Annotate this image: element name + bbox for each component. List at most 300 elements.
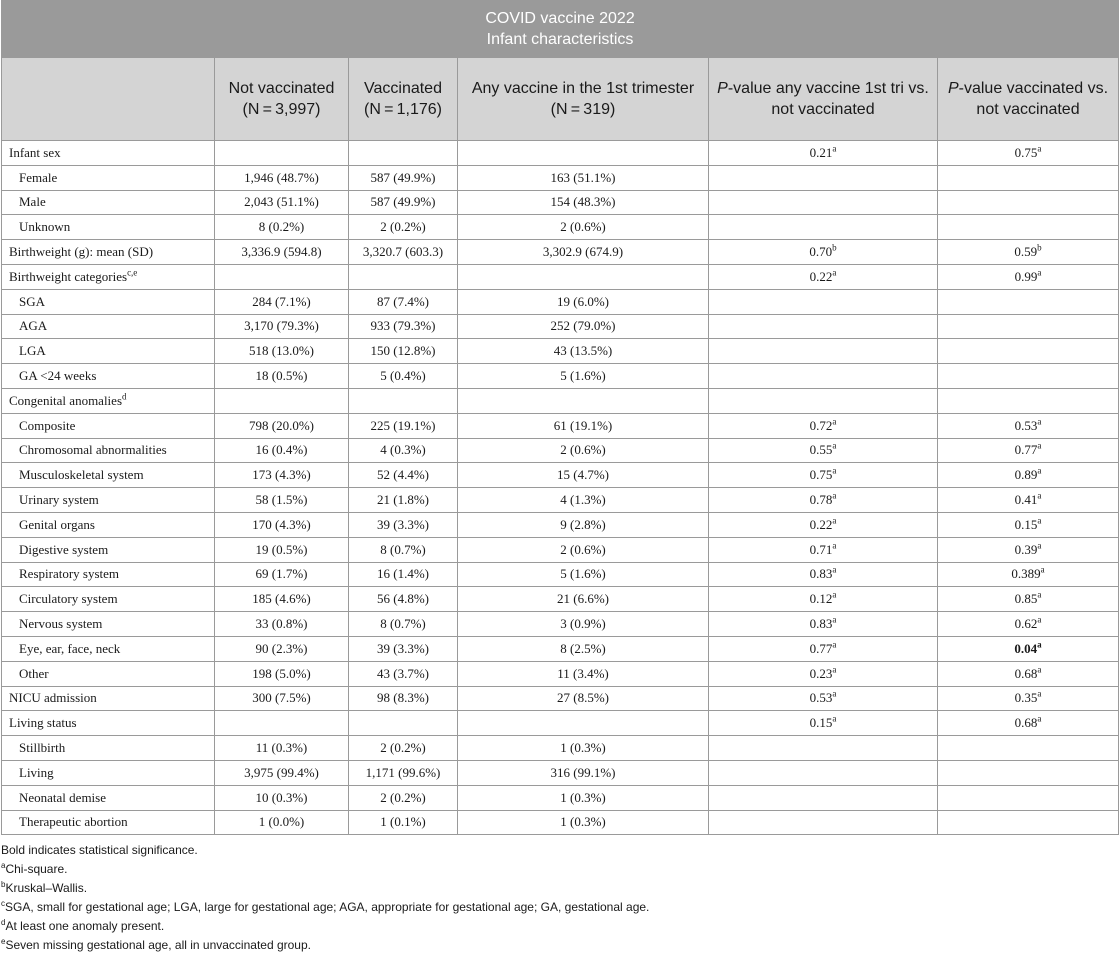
- cell-vaccinated: [349, 686, 458, 711]
- footnote-marker: a: [1037, 441, 1042, 452]
- cell-first-trimester-value: 1 (0.3%): [560, 740, 606, 756]
- cell-not-vaccinated: [215, 711, 349, 736]
- row-label-text: Unknown: [19, 219, 71, 235]
- cell-first-trimester: [458, 562, 709, 587]
- footnote-text: SGA, small for gestational age; LGA, large for gestational age; AGA, appropriate for gestational age; GA, gestational age.: [5, 900, 650, 915]
- cell-first-trimester: [458, 339, 709, 364]
- cell-not-vaccinated-value: 173 (4.3%): [252, 467, 311, 483]
- cell-p-vaccinated: [938, 339, 1119, 364]
- cell-first-trimester-value: 15 (4.7%): [557, 467, 609, 483]
- row-label: [2, 512, 215, 537]
- row-label: [2, 165, 215, 190]
- cell-p-vaccinated: [938, 165, 1119, 190]
- table-row: [2, 463, 1119, 488]
- table-row: [2, 314, 1119, 339]
- cell-p-first-trimester: [709, 141, 938, 166]
- cell-not-vaccinated: [215, 760, 349, 785]
- cell-not-vaccinated: [215, 215, 349, 240]
- cell-vaccinated-value: 39 (3.3%): [377, 516, 429, 532]
- cell-first-trimester: [458, 413, 709, 438]
- cell-vaccinated-value: 56 (4.8%): [377, 591, 429, 607]
- row-label: [2, 413, 215, 438]
- cell-not-vaccinated: [215, 339, 349, 364]
- footnote-marker: a: [832, 589, 837, 600]
- footnote: [1, 879, 1119, 898]
- cell-vaccinated-value: 1,171 (99.6%): [365, 764, 441, 780]
- cell-p-first-trimester: [709, 537, 938, 562]
- cell-first-trimester-value: 61 (19.1%): [553, 417, 613, 433]
- footnote-marker: a: [832, 664, 837, 675]
- row-label: [2, 537, 215, 562]
- cell-vaccinated: [349, 264, 458, 289]
- row-label-text: Circulatory system: [19, 591, 118, 607]
- cell-not-vaccinated: [215, 141, 349, 166]
- cell-vaccinated: [349, 413, 458, 438]
- footnote-marker: a: [1037, 416, 1042, 427]
- cell-p-vaccinated-value: 0.389: [1011, 566, 1041, 582]
- cell-not-vaccinated-value: 170 (4.3%): [252, 516, 311, 532]
- cell-vaccinated: [349, 190, 458, 215]
- row-label-text: Composite: [19, 417, 76, 433]
- table-row: [2, 165, 1119, 190]
- cell-not-vaccinated-value: 69 (1.7%): [255, 566, 308, 582]
- footnote-marker: a: [1037, 143, 1042, 154]
- cell-first-trimester-value: 21 (6.6%): [557, 591, 609, 607]
- cell-p-first-trimester: [709, 314, 938, 339]
- cell-not-vaccinated: [215, 165, 349, 190]
- cell-p-first-trimester: [709, 488, 938, 513]
- cell-p-first-trimester: [709, 264, 938, 289]
- footnote-marker: a: [1037, 589, 1042, 600]
- row-label-text: GA <24 weeks: [19, 368, 97, 384]
- cell-vaccinated-value: 43 (3.7%): [377, 665, 429, 681]
- cell-vaccinated-value: 225 (19.1%): [370, 417, 436, 433]
- table-title: [2, 1, 1119, 58]
- cell-first-trimester-value: 316 (99.1%): [550, 764, 616, 780]
- cell-not-vaccinated-value: 3,170 (79.3%): [244, 318, 319, 334]
- cell-p-first-trimester-value: 0.70: [809, 244, 833, 260]
- cell-not-vaccinated: [215, 612, 349, 637]
- cell-p-first-trimester: [709, 215, 938, 240]
- row-label-text: Genital organs: [19, 516, 95, 532]
- row-label-text: Stillbirth: [19, 740, 66, 756]
- row-label-text: NICU admission: [9, 690, 97, 706]
- cell-first-trimester-value: 2 (0.6%): [560, 219, 606, 235]
- cell-first-trimester-value: 9 (2.8%): [560, 516, 606, 532]
- cell-vaccinated: [349, 141, 458, 166]
- cell-p-first-trimester: [709, 711, 938, 736]
- cell-not-vaccinated: [215, 364, 349, 389]
- cell-p-first-trimester: [709, 240, 938, 265]
- footnote-marker: a: [1037, 540, 1042, 551]
- footnote-marker: b: [832, 242, 837, 253]
- cell-first-trimester: [458, 215, 709, 240]
- footnote-text: Kruskal–Wallis.: [5, 881, 88, 896]
- cell-not-vaccinated-value: 300 (7.5%): [252, 690, 311, 706]
- cell-first-trimester: [458, 289, 709, 314]
- cell-first-trimester-value: 43 (13.5%): [553, 343, 613, 359]
- row-label-text: Musculoskeletal system: [19, 467, 144, 483]
- table-row: [2, 364, 1119, 389]
- row-label: [2, 388, 215, 413]
- row-label: [2, 736, 215, 761]
- cell-not-vaccinated: [215, 512, 349, 537]
- row-label-text: Chromosomal abnormalities: [19, 442, 167, 458]
- cell-not-vaccinated-value: 185 (4.6%): [252, 591, 311, 607]
- header-blank: [2, 58, 215, 141]
- cell-vaccinated-value: 933 (79.3%): [370, 318, 436, 334]
- cell-not-vaccinated-value: 2,043 (51.1%): [244, 194, 319, 210]
- cell-p-first-trimester-value: 0.83: [809, 566, 833, 582]
- cell-first-trimester-value: 8 (2.5%): [560, 640, 606, 656]
- row-label-text: Female: [19, 169, 58, 185]
- footnote-marker: a: [832, 416, 837, 427]
- row-label-text: Living: [19, 764, 54, 780]
- row-label: [2, 289, 215, 314]
- cell-not-vaccinated: [215, 438, 349, 463]
- cell-vaccinated: [349, 215, 458, 240]
- cell-first-trimester: [458, 785, 709, 810]
- header-first-trimester: [458, 58, 709, 141]
- footnote-mark: b: [1, 880, 6, 890]
- footnote-marker: a: [832, 515, 837, 526]
- header-p-first-trimester: [709, 58, 938, 141]
- cell-first-trimester: [458, 463, 709, 488]
- cell-not-vaccinated: [215, 587, 349, 612]
- footnote-text: At least one anomaly present.: [5, 919, 165, 934]
- cell-p-first-trimester: [709, 562, 938, 587]
- cell-not-vaccinated: [215, 636, 349, 661]
- cell-not-vaccinated: [215, 488, 349, 513]
- cell-p-vaccinated: [938, 289, 1119, 314]
- cell-not-vaccinated: [215, 810, 349, 835]
- cell-not-vaccinated: [215, 463, 349, 488]
- header-vaccinated: [349, 58, 458, 141]
- cell-p-vaccinated: [938, 661, 1119, 686]
- cell-p-first-trimester: [709, 785, 938, 810]
- row-label-text: SGA: [19, 293, 46, 309]
- cell-p-vaccinated: [938, 141, 1119, 166]
- cell-not-vaccinated: [215, 686, 349, 711]
- cell-p-vaccinated-value: 0.68: [1014, 665, 1038, 681]
- cell-p-vaccinated-value: 0.75: [1014, 144, 1038, 160]
- cell-vaccinated: [349, 661, 458, 686]
- cell-first-trimester: [458, 736, 709, 761]
- cell-p-vaccinated: [938, 488, 1119, 513]
- cell-vaccinated-value: 87 (7.4%): [377, 293, 429, 309]
- cell-p-vaccinated-value: 0.99: [1014, 268, 1038, 284]
- row-label: [2, 240, 215, 265]
- footnote-mark: d: [1, 918, 6, 928]
- cell-first-trimester-value: 2 (0.6%): [560, 541, 606, 557]
- cell-p-first-trimester-value: 0.53: [809, 690, 833, 706]
- footnote-marker: a: [1037, 490, 1042, 501]
- cell-p-first-trimester: [709, 612, 938, 637]
- footnote-marker: a: [1037, 267, 1042, 278]
- cell-not-vaccinated: [215, 264, 349, 289]
- table-row: [2, 661, 1119, 686]
- cell-vaccinated-value: 16 (1.4%): [377, 566, 429, 582]
- cell-p-vaccinated-value: 0.62: [1014, 616, 1038, 632]
- footnote-marker: a: [1037, 664, 1042, 675]
- cell-vaccinated: [349, 736, 458, 761]
- cell-p-vaccinated: [938, 512, 1119, 537]
- cell-p-vaccinated: [938, 463, 1119, 488]
- cell-not-vaccinated: [215, 413, 349, 438]
- cell-not-vaccinated-value: 284 (7.1%): [252, 293, 311, 309]
- cell-first-trimester: [458, 240, 709, 265]
- footnote-marker: a: [832, 143, 837, 154]
- cell-p-first-trimester-value: 0.71: [809, 541, 833, 557]
- cell-not-vaccinated: [215, 785, 349, 810]
- cell-not-vaccinated-value: 3,975 (99.4%): [244, 764, 319, 780]
- cell-p-first-trimester: [709, 190, 938, 215]
- cell-vaccinated-value: 2 (0.2%): [380, 219, 426, 235]
- cell-p-vaccinated-value: 0.85: [1014, 591, 1038, 607]
- cell-first-trimester: [458, 264, 709, 289]
- row-label-text: AGA: [19, 318, 48, 334]
- row-label: [2, 488, 215, 513]
- cell-not-vaccinated-value: 19 (0.5%): [255, 541, 308, 557]
- cell-p-first-trimester-value: 0.77: [809, 640, 833, 656]
- cell-p-vaccinated: [938, 636, 1119, 661]
- cell-first-trimester: [458, 488, 709, 513]
- cell-not-vaccinated: [215, 388, 349, 413]
- table-row: [2, 760, 1119, 785]
- row-label-text: Other: [19, 665, 49, 681]
- cell-first-trimester: [458, 165, 709, 190]
- footnote-marker: d: [122, 391, 127, 402]
- cell-first-trimester-value: 3 (0.9%): [560, 616, 606, 632]
- cell-p-first-trimester-value: 0.75: [809, 467, 833, 483]
- cell-first-trimester: [458, 711, 709, 736]
- cell-p-first-trimester: [709, 413, 938, 438]
- cell-p-vaccinated: [938, 562, 1119, 587]
- table-row: [2, 240, 1119, 265]
- cell-vaccinated-value: 3,320.7 (603.3): [362, 244, 444, 260]
- cell-p-vaccinated: [938, 537, 1119, 562]
- row-label: [2, 141, 215, 166]
- cell-p-first-trimester: [709, 289, 938, 314]
- table-row: [2, 413, 1119, 438]
- cell-first-trimester: [458, 636, 709, 661]
- cell-vaccinated-value: 39 (3.3%): [377, 640, 429, 656]
- cell-p-first-trimester: [709, 463, 938, 488]
- cell-vaccinated: [349, 463, 458, 488]
- table-row: [2, 512, 1119, 537]
- cell-vaccinated: [349, 364, 458, 389]
- header-first-trimester-n: (N = 319): [550, 101, 616, 118]
- table-row: [2, 438, 1119, 463]
- cell-not-vaccinated-value: 16 (0.4%): [255, 442, 308, 458]
- footnote-marker: b: [1037, 242, 1042, 253]
- cell-first-trimester-value: 2 (0.6%): [560, 442, 606, 458]
- footnote-text: Seven missing gestational age, all in unvaccinated group.: [5, 938, 311, 953]
- footnote-marker: a: [832, 614, 837, 625]
- cell-p-vaccinated: [938, 413, 1119, 438]
- cell-not-vaccinated-value: 798 (20.0%): [249, 417, 314, 433]
- table-row: [2, 736, 1119, 761]
- footnote-list: [1, 860, 1119, 955]
- table-row: [2, 810, 1119, 835]
- cell-vaccinated: [349, 488, 458, 513]
- cell-vaccinated-value: 21 (1.8%): [377, 492, 429, 508]
- cell-first-trimester: [458, 760, 709, 785]
- cell-first-trimester-value: 11 (3.4%): [557, 665, 609, 681]
- footnote: [1, 936, 1119, 955]
- table-row: [2, 388, 1119, 413]
- table-row: [2, 636, 1119, 661]
- cell-not-vaccinated-value: 1,946 (48.7%): [244, 169, 319, 185]
- cell-vaccinated-value: 587 (49.9%): [370, 194, 436, 210]
- cell-p-vaccinated: [938, 314, 1119, 339]
- cell-not-vaccinated: [215, 314, 349, 339]
- cell-p-first-trimester: [709, 587, 938, 612]
- cell-first-trimester: [458, 612, 709, 637]
- cell-p-vaccinated: [938, 686, 1119, 711]
- header-not-vaccinated-n: (N = 3,997): [242, 101, 321, 118]
- row-label: [2, 339, 215, 364]
- cell-not-vaccinated: [215, 736, 349, 761]
- header-vaccinated-n: (N = 1,176): [364, 101, 442, 118]
- cell-p-first-trimester-value: 0.15: [809, 715, 833, 731]
- footnote-marker: a: [832, 689, 837, 700]
- cell-vaccinated-value: 8 (0.7%): [380, 541, 426, 557]
- cell-p-first-trimester: [709, 364, 938, 389]
- table-row: [2, 339, 1119, 364]
- cell-p-first-trimester: [709, 165, 938, 190]
- cell-vaccinated: [349, 810, 458, 835]
- cell-vaccinated: [349, 240, 458, 265]
- header-vaccinated-label: Vaccinated: [364, 80, 442, 97]
- footnote-marker: a: [832, 267, 837, 278]
- table-row: [2, 141, 1119, 166]
- cell-vaccinated-value: 2 (0.2%): [380, 789, 426, 805]
- cell-not-vaccinated-value: 10 (0.3%): [255, 789, 308, 805]
- table-row: [2, 587, 1119, 612]
- footnote-marker: c,e: [127, 267, 138, 278]
- row-label-text: Birthweight categories: [9, 268, 128, 284]
- cell-first-trimester: [458, 141, 709, 166]
- cell-first-trimester-value: 154 (48.3%): [550, 194, 616, 210]
- footnote-marker: a: [832, 713, 837, 724]
- cell-vaccinated: [349, 314, 458, 339]
- cell-vaccinated: [349, 612, 458, 637]
- cell-p-first-trimester-value: 0.21: [809, 144, 833, 160]
- footnote-marker: a: [832, 565, 837, 576]
- cell-vaccinated-value: 52 (4.4%): [377, 467, 429, 483]
- footnote-marker: a: [1037, 614, 1042, 625]
- cell-p-first-trimester-value: 0.22: [809, 268, 833, 284]
- cell-first-trimester: [458, 388, 709, 413]
- cell-not-vaccinated: [215, 661, 349, 686]
- table-title-line1: COVID vaccine 2022: [485, 10, 635, 27]
- footnote-marker: a: [1037, 465, 1042, 476]
- cell-first-trimester: [458, 438, 709, 463]
- table-row: [2, 488, 1119, 513]
- cell-first-trimester: [458, 190, 709, 215]
- cell-not-vaccinated: [215, 562, 349, 587]
- cell-first-trimester: [458, 364, 709, 389]
- cell-p-vaccinated: [938, 438, 1119, 463]
- cell-p-vaccinated: [938, 240, 1119, 265]
- header-first-trimester-label: Any vaccine in the 1st trimester: [471, 80, 695, 97]
- row-label-text: LGA: [19, 343, 46, 359]
- cell-vaccinated: [349, 711, 458, 736]
- table-row: [2, 289, 1119, 314]
- row-label-text: Male: [19, 194, 46, 210]
- cell-not-vaccinated-value: 18 (0.5%): [255, 368, 308, 384]
- cell-p-first-trimester: [709, 661, 938, 686]
- cell-p-vaccinated: [938, 612, 1119, 637]
- header-p-vacc-italic: P: [947, 80, 959, 97]
- cell-first-trimester: [458, 537, 709, 562]
- cell-vaccinated-value: 150 (12.8%): [370, 343, 436, 359]
- table-title-line2: Infant characteristics: [486, 31, 634, 48]
- cell-not-vaccinated-value: 198 (5.0%): [252, 665, 311, 681]
- cell-p-first-trimester: [709, 736, 938, 761]
- cell-not-vaccinated-value: 58 (1.5%): [255, 492, 308, 508]
- table-title-row: [2, 1, 1119, 58]
- cell-p-first-trimester: [709, 339, 938, 364]
- footnote-marker: a: [1040, 565, 1045, 576]
- cell-p-vaccinated-value: 0.77: [1014, 442, 1038, 458]
- cell-vaccinated: [349, 388, 458, 413]
- row-label: [2, 587, 215, 612]
- cell-not-vaccinated-value: 3,336.9 (594.8): [241, 244, 322, 260]
- footnote-marker: a: [1037, 689, 1042, 700]
- row-label-text: Respiratory system: [19, 566, 120, 582]
- infant-characteristics-table: [1, 0, 1119, 835]
- row-label: [2, 314, 215, 339]
- footnote-marker: a: [1037, 713, 1042, 724]
- header-p-vacc-rest: -value vaccinated vs. not vaccinated: [958, 80, 1109, 118]
- cell-vaccinated-value: 587 (49.9%): [370, 169, 436, 185]
- cell-p-vaccinated-value: 0.68: [1014, 715, 1038, 731]
- row-label: [2, 562, 215, 587]
- table-row: [2, 785, 1119, 810]
- cell-vaccinated: [349, 587, 458, 612]
- table-row: [2, 215, 1119, 240]
- footnote-mark: e: [1, 937, 6, 947]
- cell-first-trimester: [458, 686, 709, 711]
- cell-p-vaccinated-value: 0.89: [1014, 467, 1038, 483]
- row-label-text: Digestive system: [19, 541, 109, 557]
- header-not-vaccinated: [215, 58, 349, 141]
- cell-first-trimester: [458, 587, 709, 612]
- cell-first-trimester-value: 27 (8.5%): [557, 690, 609, 706]
- cell-p-first-trimester-value: 0.23: [809, 665, 833, 681]
- table-body: [2, 141, 1119, 835]
- cell-p-first-trimester: [709, 760, 938, 785]
- cell-p-first-trimester-value: 0.12: [809, 591, 833, 607]
- cell-first-trimester: [458, 661, 709, 686]
- row-label: [2, 636, 215, 661]
- cell-p-vaccinated-value: 0.35: [1014, 690, 1038, 706]
- header-not-vaccinated-label: Not vaccinated: [228, 80, 335, 97]
- cell-not-vaccinated-value: 1 (0.0%): [258, 814, 305, 830]
- cell-p-first-trimester-value: 0.78: [809, 492, 833, 508]
- bold-note: Bold indicates statistical significance.: [1, 843, 198, 858]
- cell-p-vaccinated-value: 0.59: [1014, 244, 1038, 260]
- cell-p-first-trimester: [709, 636, 938, 661]
- table-row: [2, 264, 1119, 289]
- cell-not-vaccinated: [215, 190, 349, 215]
- row-label: [2, 215, 215, 240]
- row-label: [2, 785, 215, 810]
- cell-p-vaccinated: [938, 711, 1119, 736]
- table-row: [2, 190, 1119, 215]
